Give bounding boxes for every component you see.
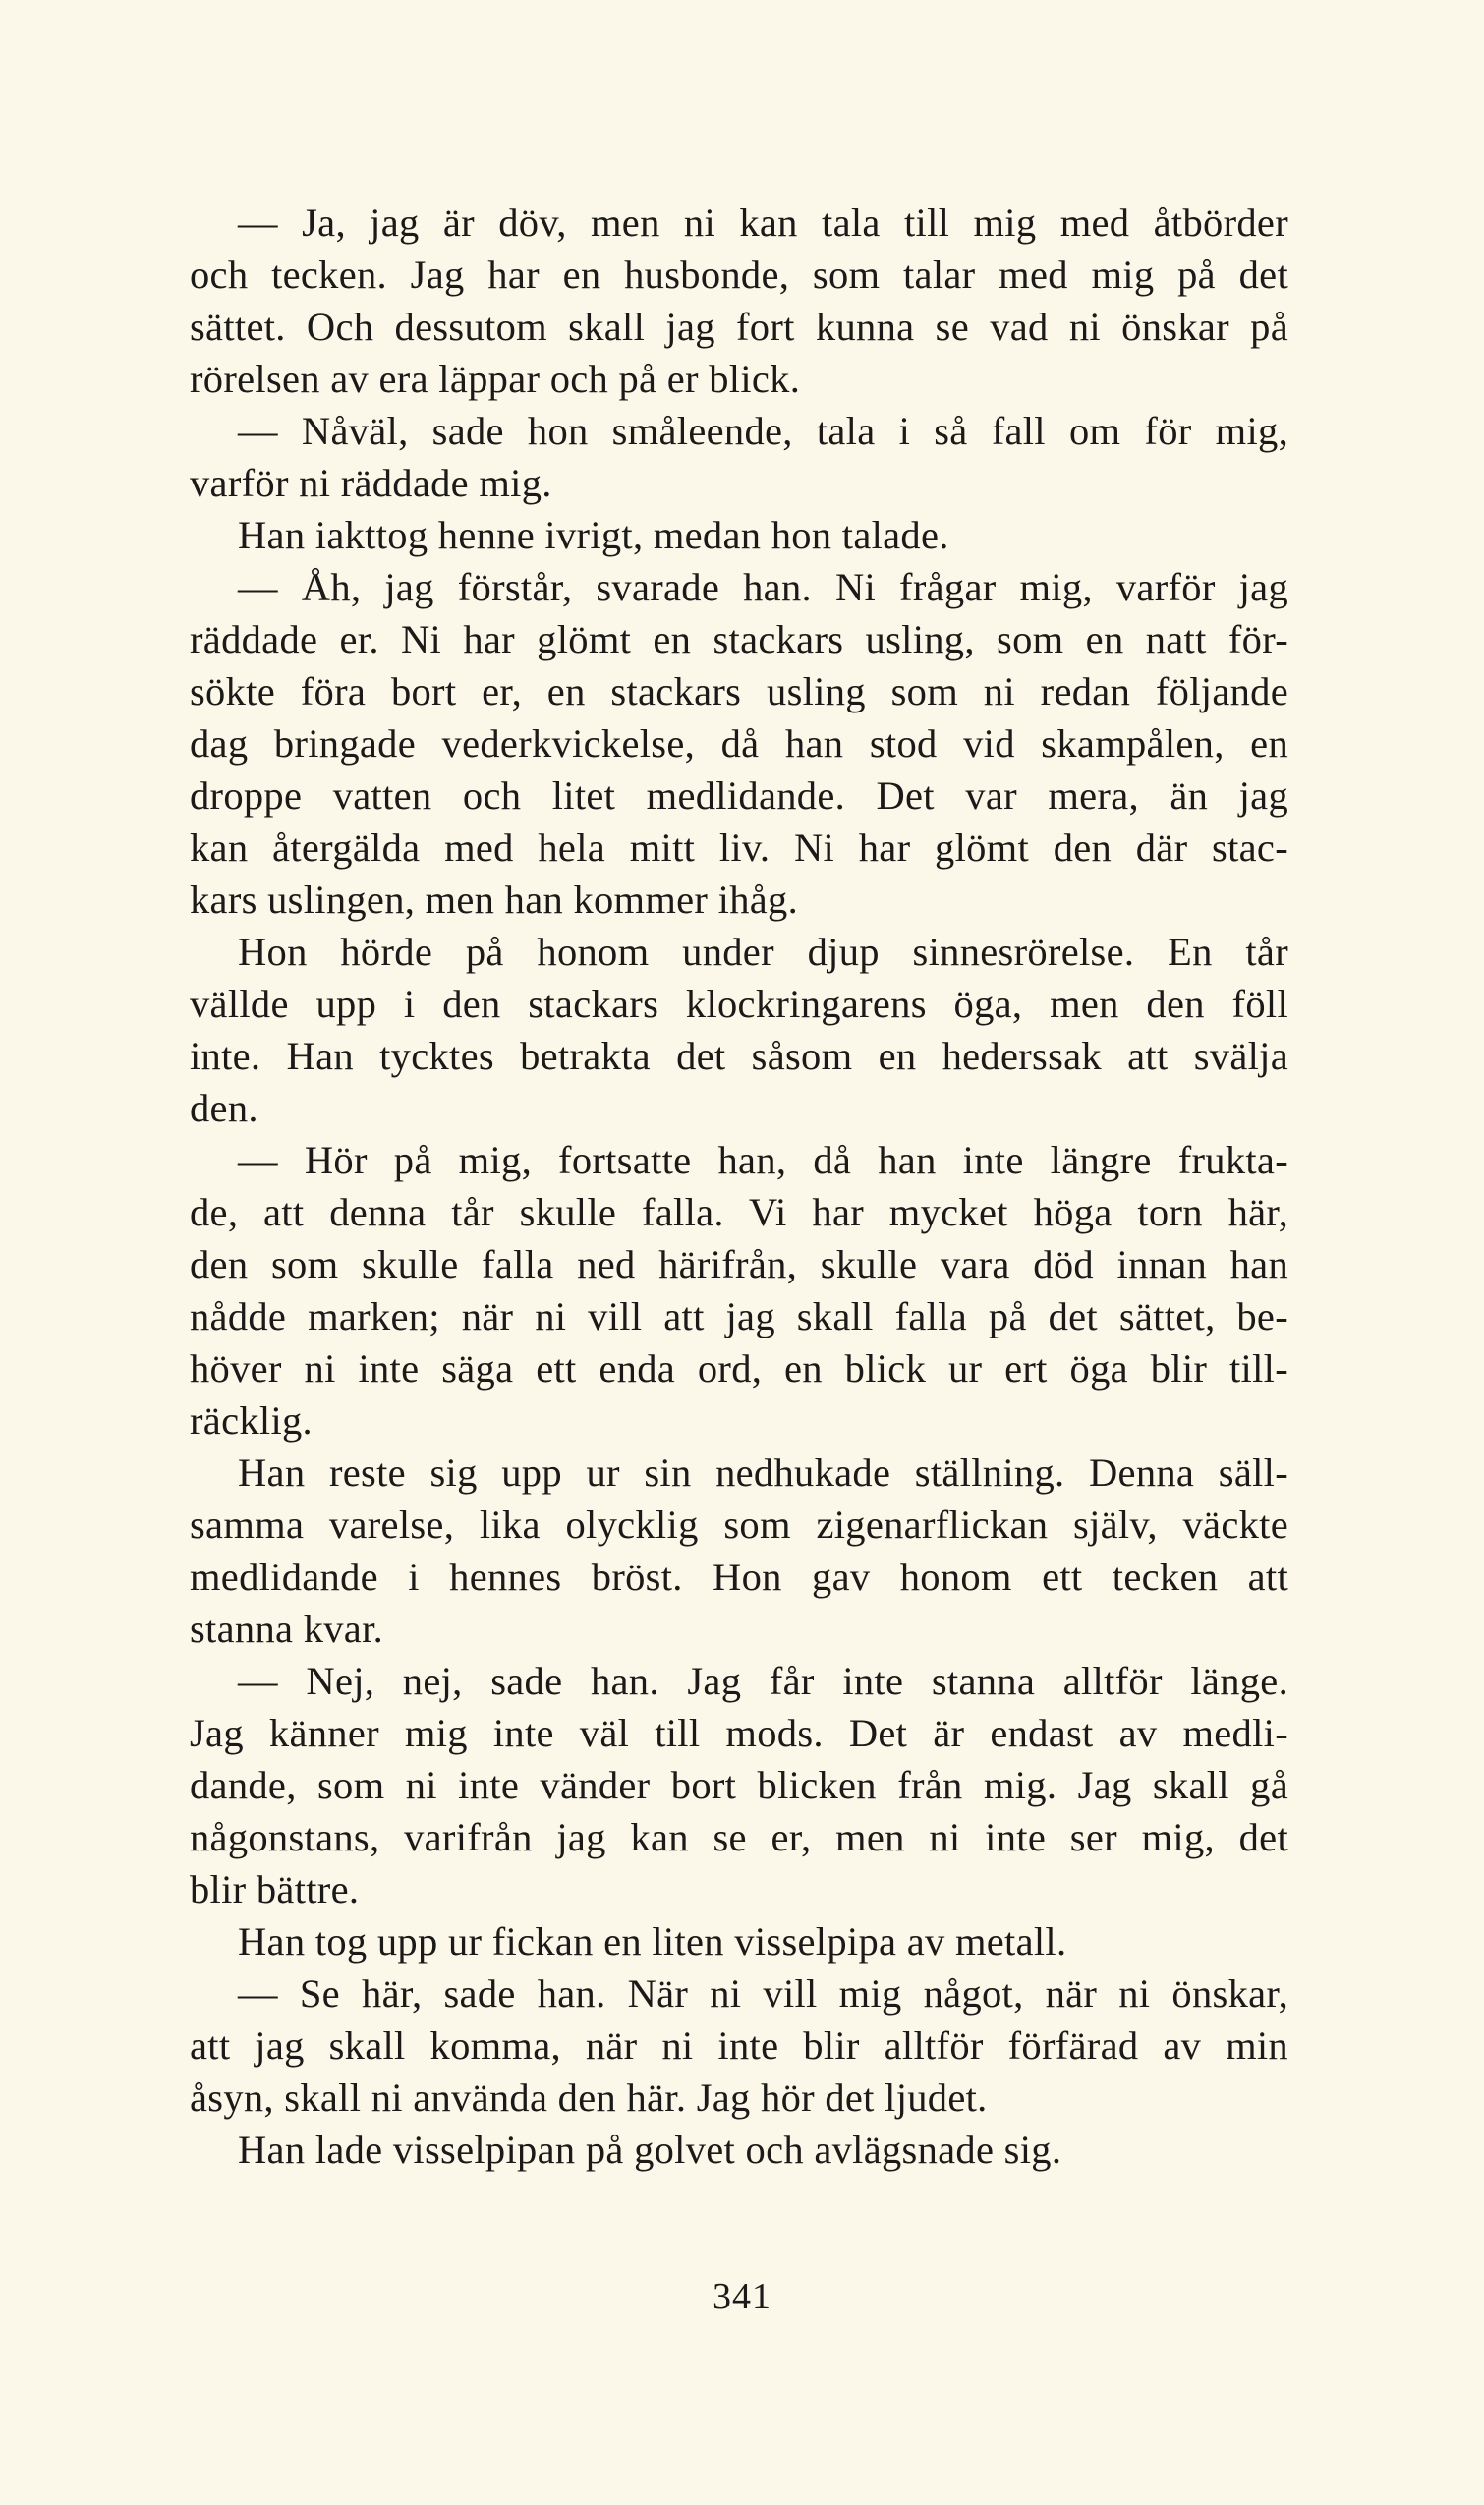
text-line: nådde marken; när ni vill att jag skall falla på det sättet, be- xyxy=(190,1294,1288,1338)
text-line: att jag skall komma, när ni inte blir alltför förfärad av min xyxy=(190,2023,1288,2068)
text-line: höver ni inte säga ett enda ord, en blick ur ert öga blir till- xyxy=(190,1346,1288,1391)
text-line: Han reste sig upp ur sin nedhukade ställning. Denna säll- xyxy=(238,1451,1288,1495)
text-line: stanna kvar. xyxy=(190,1607,384,1651)
body-text xyxy=(190,197,1288,2176)
text-line: och tecken. Jag har en husbonde, som talar med mig på det xyxy=(190,253,1288,297)
text-line: samma varelse, lika olycklig som zigenarflickan själv, väckte xyxy=(190,1503,1288,1547)
text-line: Jag känner mig inte väl till mods. Det är endast av medli- xyxy=(190,1711,1288,1755)
text-line: de, att denna tår skulle falla. Vi har mycket höga torn här, xyxy=(190,1190,1288,1234)
text-line: vällde upp i den stackars klockringarens öga, men den föll xyxy=(190,982,1288,1026)
text-line: — Nej, nej, sade han. Jag får inte stanna alltför länge. xyxy=(238,1659,1288,1703)
text-line: den som skulle falla ned härifrån, skulle vara död innan han xyxy=(190,1242,1288,1286)
text-line: varför ni räddade mig. xyxy=(190,461,552,505)
text-line: inte. Han tycktes betrakta det såsom en hederssak att svälja xyxy=(190,1034,1288,1078)
text-line: — Hör på mig, fortsatte han, då han inte längre frukta- xyxy=(238,1138,1288,1182)
text-line: Hon hörde på honom under djup sinnesrörelse. En tår xyxy=(238,930,1288,974)
page-number: 341 xyxy=(713,2276,771,2317)
text-line: räddade er. Ni har glömt en stackars usling, som en natt för- xyxy=(190,617,1288,661)
text-line: sättet. Och dessutom skall jag fort kunna se vad ni önskar på xyxy=(190,305,1288,349)
text-line: — Ja, jag är döv, men ni kan tala till mig med åtbörder xyxy=(238,200,1288,245)
text-line: rörelsen av era läppar och på er blick. xyxy=(190,357,801,401)
text-line: kan återgälda med hela mitt liv. Ni har glömt den där stac- xyxy=(190,826,1288,870)
text-line: Han iakttog henne ivrigt, medan hon talade. xyxy=(238,513,949,557)
text-line: åsyn, skall ni använda den här. Jag hör det ljudet. xyxy=(190,2076,988,2120)
text-line: — Se här, sade han. När ni vill mig något, när ni önskar, xyxy=(238,1971,1288,2016)
text-line: medlidande i hennes bröst. Hon gav honom ett tecken att xyxy=(190,1555,1288,1599)
text-line: dag bringade vederkvickelse, då han stod vid skampålen, en xyxy=(190,721,1288,766)
text-line: — Åh, jag förstår, svarade han. Ni frågar mig, varför jag xyxy=(238,565,1288,609)
text-line: droppe vatten och litet medlidande. Det var mera, än jag xyxy=(190,773,1288,818)
text-line: den. xyxy=(190,1086,258,1130)
text-line: sökte föra bort er, en stackars usling som ni redan följande xyxy=(190,669,1288,713)
text-line: blir bättre. xyxy=(190,1867,360,1911)
text-line: någonstans, varifrån jag kan se er, men ni inte ser mig, det xyxy=(190,1815,1288,1859)
text-line: Han tog upp ur fickan en liten visselpipa av metall. xyxy=(238,1919,1067,1964)
text-line: Han lade visselpipan på golvet och avlägsnade sig. xyxy=(238,2128,1062,2172)
text-line: dande, som ni inte vänder bort blicken från mig. Jag skall gå xyxy=(190,1763,1288,1807)
text-line: kars uslingen, men han kommer ihåg. xyxy=(190,878,798,922)
text-line: — Nåväl, sade hon småleende, tala i så fall om för mig, xyxy=(238,409,1288,453)
text-line: räcklig. xyxy=(190,1398,313,1443)
